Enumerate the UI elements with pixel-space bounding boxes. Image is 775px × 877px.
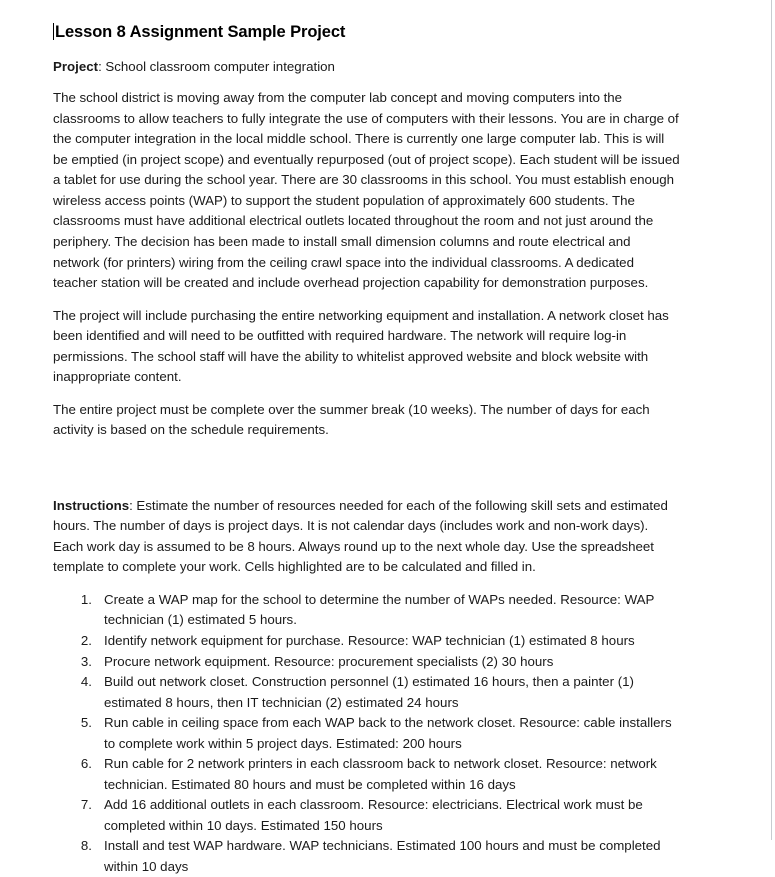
list-item[interactable]: Run cable for 2 network printers in each classroom back to network closet. Resource: network technician. Estimated 80 hours and must be completed within 16 days [104,756,657,792]
paragraph-schedule[interactable]: The entire project must be complete over the summer break (10 weeks). The number of days for each activity is based on the schedule requirements. [53,401,650,438]
list-item[interactable]: Add 16 additional outlets in each classroom. Resource: electricians. Electrical work must be completed within 10 days. Estimated 150 hours [104,797,643,833]
page-edge-rule [771,0,772,840]
empty-paragraph [53,453,680,496]
list-item[interactable]: Install and test WAP hardware. WAP technicians. Estimated 100 hours and must be completed within 10 days [104,838,661,874]
text-caret [53,23,54,40]
page-title[interactable] [53,22,680,44]
paragraph-scope[interactable]: The project will include purchasing the entire networking equipment and installation. A network closet has been identified and will need to be outfitted with required hardware. The network will require log-in permissions. The school staff will have the ability to whitelist approved website and block website with inappropriate content. [53,307,669,385]
paragraph-overview[interactable]: The school district is moving away from the computer lab concept and moving computers into the classrooms to allow teachers to fully integrate the use of computers with their lessons. You are in charge of the computer integration in the local middle school. There is currently one large computer lab. This is will be emptied (in project scope) and eventually repurposed (out of project scope). Each student will be issued a tablet for use during the school year. There are 30 classrooms in this school. You must establish enough wireless access points (WAP) to support the student population of approximately 600 students. The classrooms must have additional electrical outlets located throughout the room and not just around the periphery. The decision has been made to install small dimension columns and route electrical and network (for printers) wiring from the ceiling crawl space into the individual classrooms. A dedicated teacher station will be created and include overhead projection capability for demonstration purposes. [53,90,680,291]
document-body[interactable] [53,22,680,877]
list-item[interactable]: Create a WAP map for the school to determine the number of WAPs needed. Resource: WAP technician (1) estimated 5 hours. [104,591,655,628]
project-line[interactable] [53,57,680,78]
page-title-text: Lesson 8 Assignment Sample Project [55,23,346,41]
instructions-paragraph[interactable] [53,496,680,578]
list-item[interactable]: Procure network equipment. Resource: procurement specialists (2) 30 hours [104,653,554,669]
project-label: Project [53,58,99,74]
list-item[interactable]: Run cable in ceiling space from each WAP back to the network closet. Resource: cable installers to complete work within 5 project days. Estimated: 200 hours [104,715,672,751]
instructions-label: Instructions [53,497,130,513]
list-item[interactable]: Identify network equipment for purchase. Resource: WAP technician (1) estimated 8 hours [104,632,635,648]
task-list[interactable] [53,590,680,877]
instructions-value: : Estimate the number of resources needed for each of the following skill sets and estimated hours. The number of days is project days. It is not calendar days (includes work and non-work days). Each work day is assumed to be 8 hours. Always round up to the next whole day. Use the spreadsheet template to complete your work. Cells highlighted are to be calculated and filled in. [53,497,668,575]
list-item[interactable]: Build out network closet. Construction personnel (1) estimated 16 hours, then a painter (1) estimated 8 hours, then IT technician (2) estimated 24 hours [104,674,634,710]
project-value: : School classroom computer integration [98,58,335,74]
